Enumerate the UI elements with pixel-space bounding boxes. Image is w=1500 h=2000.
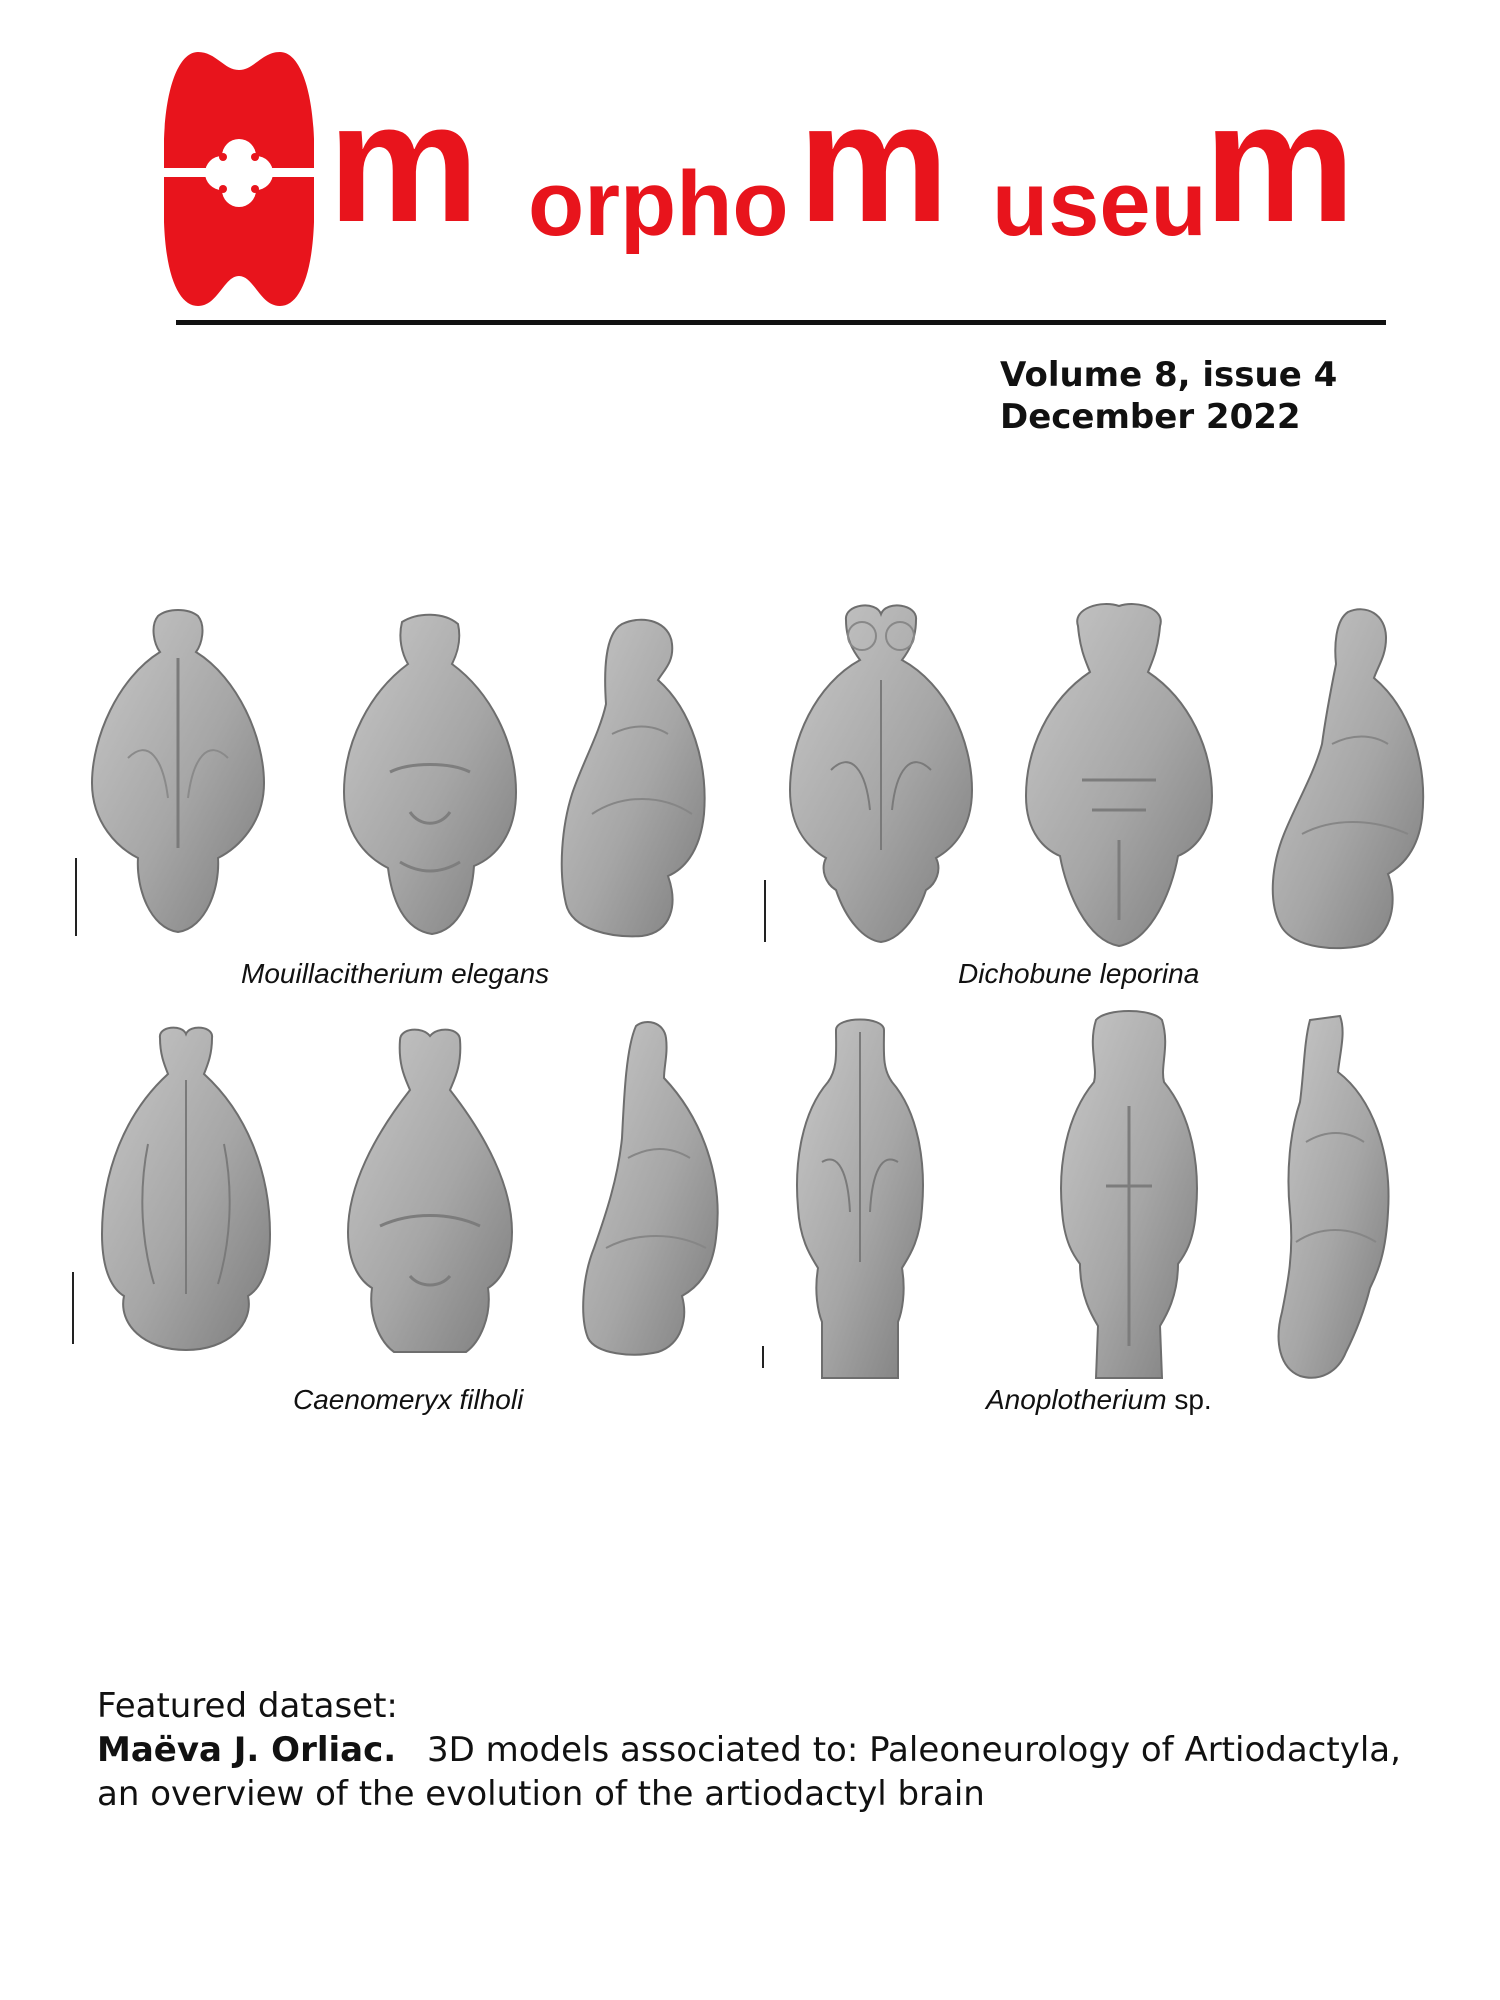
date-line: December 2022 [1000,397,1301,437]
scale-bar [762,1346,764,1368]
wordmark-orpho: orpho [528,153,789,255]
caption-taxon: Dichobune leporina [958,958,1200,989]
scale-bar [764,880,766,942]
scale-bar [75,858,77,936]
brain-ventral-view [340,1026,520,1362]
brain-ventral-view [340,612,520,942]
scale-bar [72,1272,74,1344]
specimen-caption [986,1384,1212,1416]
caption-taxon: Mouillacitherium elegans [241,958,550,989]
brain-dorsal-view [792,1012,928,1384]
brain-lateral-view [566,1018,726,1358]
specimen-caption [293,1384,523,1416]
volume-line: Volume 8, issue 4 [1000,355,1338,395]
specimen-caption [241,958,549,990]
featured-citation [97,1728,1417,1816]
brain-lateral-view [1260,1012,1396,1384]
featured-title: 3D models associated to: Paleoneurology of Artiodactyla, an overview of the evolution of the artiodactyl brain [97,1730,1401,1814]
wordmark-useu: useu [992,153,1207,255]
wordmark-m-3: m [1204,68,1356,258]
caption-suffix: sp. [1166,1384,1212,1415]
caption-taxon: Anoplotherium [986,1384,1167,1415]
featured-author: Maëva J. Orliac. [97,1730,397,1770]
brain-ventral-view [1056,1006,1202,1384]
brain-lateral-view [552,614,712,944]
caption-taxon: Caenomeryx filholi [293,1384,524,1415]
wordmark-m-2: m [798,68,950,258]
brain-ventral-view [1022,600,1216,950]
journal-logo-icon [158,44,320,314]
journal-wordmark [328,68,1408,288]
issue-info [1000,354,1337,438]
header-divider [176,320,1386,325]
brain-lateral-view [1262,604,1432,956]
featured-heading: Featured dataset: [97,1686,398,1726]
specimen-caption [958,958,1199,990]
brain-dorsal-view [98,1024,274,1354]
featured-dataset [97,1684,1417,1816]
brain-dorsal-view [88,608,268,938]
brain-dorsal-view [786,600,976,946]
wordmark-m-1: m [328,68,480,258]
